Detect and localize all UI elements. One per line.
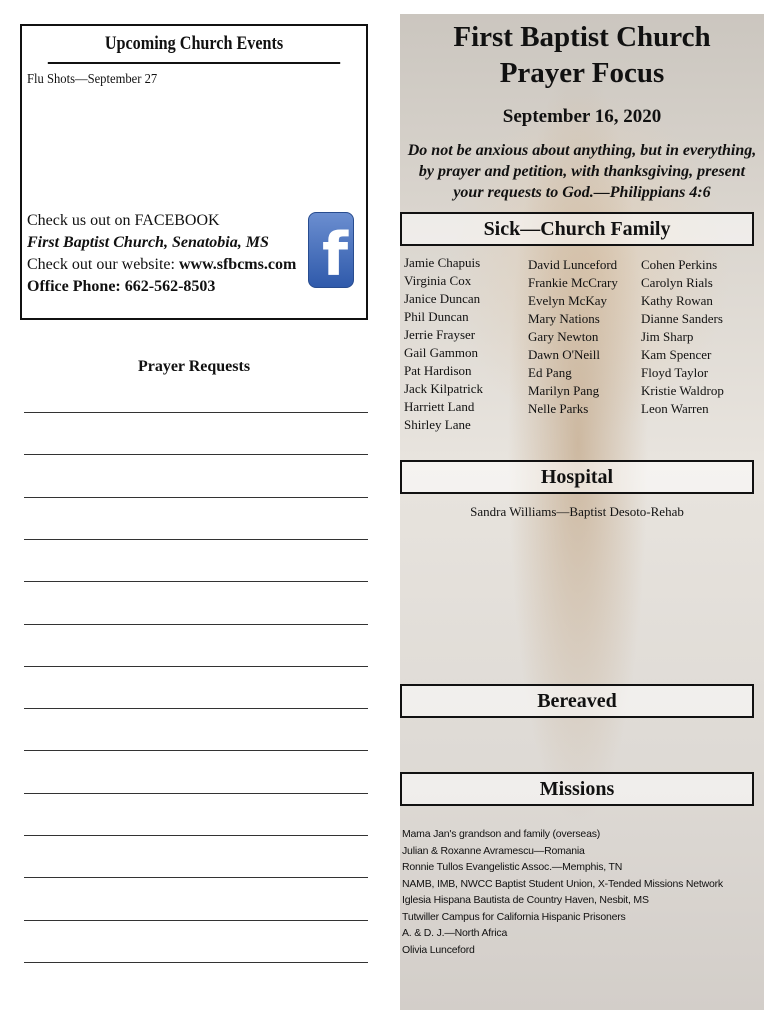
sick-name: Pat Hardison bbox=[404, 363, 472, 378]
mission-item: Ronnie Tullos Evangelistic Assoc.—Memphis, TN bbox=[402, 861, 623, 873]
prayer-request-line[interactable] bbox=[24, 877, 368, 878]
hospital-item: Sandra Williams—Baptist Desoto-Rehab bbox=[470, 504, 684, 519]
scripture-verse: Do not be anxious about anything, but in everything, by prayer and petition, with thanksgiving, present your requests to God.—Philippians 4:6 bbox=[407, 142, 757, 201]
prayer-request-line[interactable] bbox=[24, 412, 368, 413]
facebook-icon[interactable] bbox=[308, 212, 354, 288]
website-line bbox=[27, 254, 317, 276]
sick-name: Shirley Lane bbox=[404, 417, 471, 432]
missions-section-title: Missions bbox=[400, 772, 754, 806]
prayer-focus-title: Prayer Focus bbox=[499, 57, 665, 89]
sick-name: Jack Kilpatrick bbox=[404, 381, 484, 396]
sick-names-column-2 bbox=[528, 256, 618, 418]
contact-info bbox=[27, 210, 317, 298]
sick-name: Gail Gammon bbox=[404, 345, 479, 360]
sick-names-column-1 bbox=[404, 254, 483, 434]
prayer-request-line[interactable] bbox=[24, 666, 368, 667]
sick-name: Virginia Cox bbox=[404, 273, 472, 288]
sick-name: Marilyn Pang bbox=[528, 383, 600, 398]
sick-name: Mary Nations bbox=[528, 311, 600, 326]
facebook-glyph: f bbox=[321, 220, 349, 288]
sick-names-column-3 bbox=[641, 256, 724, 418]
sick-name: Jamie Chapuis bbox=[404, 255, 481, 270]
prayer-request-line[interactable] bbox=[24, 962, 368, 963]
prayer-request-line[interactable] bbox=[24, 708, 368, 709]
prayer-request-line[interactable] bbox=[24, 624, 368, 625]
hospital-section-title: Hospital bbox=[400, 460, 754, 494]
mission-item: Olivia Lunceford bbox=[402, 943, 475, 956]
website-label: Check out our website: bbox=[27, 256, 175, 273]
sick-section-title: Sick—Church Family bbox=[400, 212, 754, 246]
sick-name: Kathy Rowan bbox=[641, 293, 713, 308]
prayer-request-line[interactable] bbox=[24, 920, 368, 921]
facebook-callout: Check us out on FACEBOOK bbox=[27, 212, 220, 229]
church-name: First Baptist Church bbox=[453, 21, 711, 53]
sick-name: Carolyn Rials bbox=[641, 275, 713, 290]
sick-name: Jim Sharp bbox=[641, 329, 694, 344]
mission-item: A. & D. J.—North Africa bbox=[402, 927, 508, 939]
sick-name: Frankie McCrary bbox=[528, 275, 618, 290]
prayer-request-line[interactable] bbox=[24, 750, 368, 751]
bereaved-section-title: Bereaved bbox=[400, 684, 754, 718]
sick-name: Cohen Perkins bbox=[641, 257, 718, 272]
facebook-page-name: First Baptist Church, Senatobia, MS bbox=[27, 234, 269, 251]
sick-name: Kristie Waldrop bbox=[641, 383, 724, 398]
event-item: Flu Shots—September 27 bbox=[27, 72, 158, 87]
sick-name: Harriett Land bbox=[404, 399, 475, 414]
prayer-focus-panel bbox=[400, 14, 764, 1010]
prayer-request-line[interactable] bbox=[24, 793, 368, 794]
office-phone: Office Phone: 662-562-8503 bbox=[27, 278, 216, 295]
mission-item: Tutwiller Campus for California Hispanic Prisoners bbox=[402, 910, 626, 923]
sick-name: David Lunceford bbox=[528, 257, 618, 272]
sick-name: Leon Warren bbox=[641, 401, 709, 416]
prayer-request-line[interactable] bbox=[24, 835, 368, 836]
upcoming-events-title: Upcoming Church Events bbox=[48, 26, 340, 64]
sick-name: Phil Duncan bbox=[404, 309, 469, 324]
prayer-requests-title: Prayer Requests bbox=[137, 358, 251, 375]
mission-item: NAMB, IMB, NWCC Baptist Student Union, X-Tended Missions Network bbox=[402, 877, 723, 890]
prayer-request-line[interactable] bbox=[24, 539, 368, 540]
sick-name: Jerrie Frayser bbox=[404, 327, 476, 342]
bulletin-date: September 16, 2020 bbox=[502, 106, 662, 127]
mission-item: Mama Jan's grandson and family (overseas) bbox=[402, 828, 601, 840]
sick-name: Floyd Taylor bbox=[641, 365, 709, 380]
sick-name: Dianne Sanders bbox=[641, 311, 723, 326]
sick-name: Janice Duncan bbox=[404, 291, 481, 306]
sick-name: Gary Newton bbox=[528, 329, 599, 344]
prayer-request-line[interactable] bbox=[24, 454, 368, 455]
mission-item: Julian & Roxanne Avramescu—Romania bbox=[402, 844, 585, 857]
sick-name: Ed Pang bbox=[528, 365, 572, 380]
sick-name: Dawn O'Neill bbox=[528, 347, 601, 362]
prayer-request-line[interactable] bbox=[24, 497, 368, 498]
mission-item: Iglesia Hispana Bautista de Country Haven, Nesbit, MS bbox=[402, 894, 649, 906]
prayer-request-line[interactable] bbox=[24, 581, 368, 582]
sick-name: Nelle Parks bbox=[528, 401, 589, 416]
website-link[interactable]: www.sfbcms.com bbox=[178, 256, 297, 273]
sick-name: Evelyn McKay bbox=[528, 293, 608, 308]
sick-name: Kam Spencer bbox=[641, 347, 712, 362]
upcoming-events-box bbox=[20, 24, 368, 320]
missions-list bbox=[402, 826, 758, 958]
